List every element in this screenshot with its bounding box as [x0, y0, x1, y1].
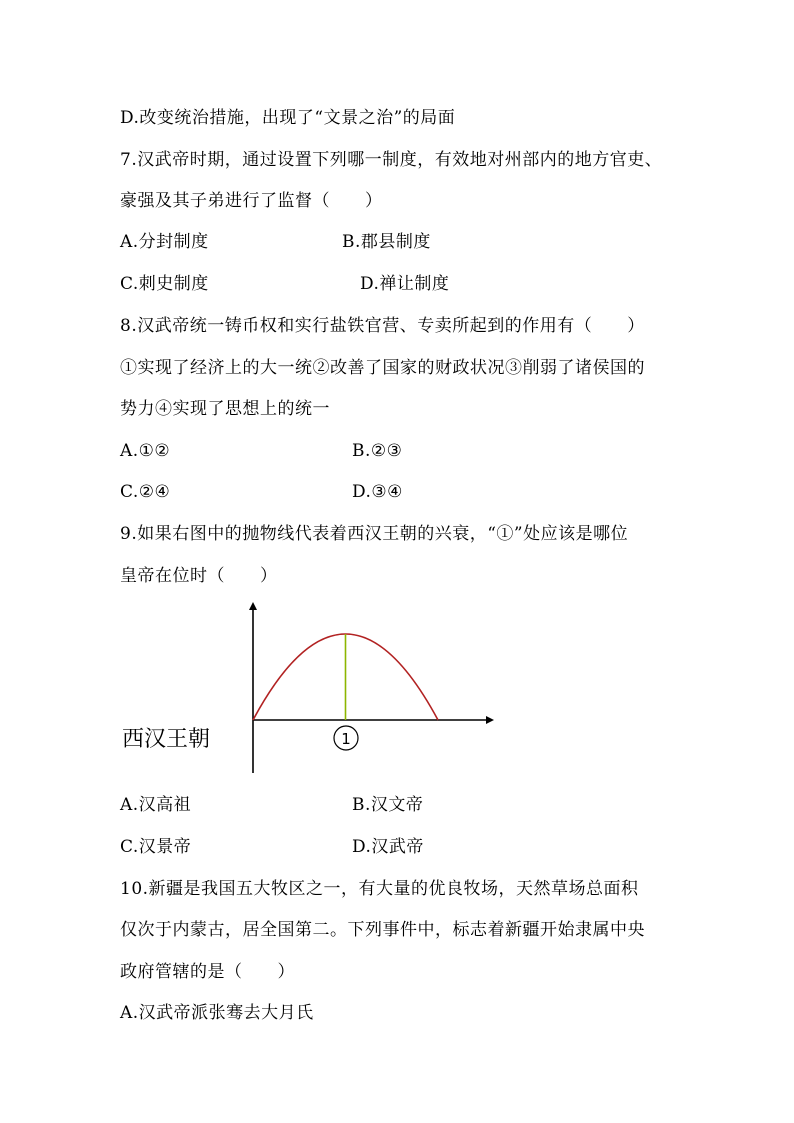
q7-option-a: A.分封制度 [120, 232, 209, 252]
axis-label: 西汉王朝 [122, 727, 211, 752]
q8-option-b: B.②③ [352, 441, 403, 461]
rise-fall-parabola-figure [120, 598, 500, 778]
q9-option-c: C.汉景帝 [120, 837, 192, 857]
q8-items-line2: 势力④实现了思想上的统一 [120, 399, 330, 419]
q7-option-c: C.刺史制度 [120, 274, 209, 294]
q8-option-a: A.①② [120, 441, 171, 461]
marker-label: 1 [341, 730, 351, 748]
q10-stem-line2: 仅次于内蒙古，居全国第二。下列事件中，标志着新疆开始隶属中央 [120, 920, 645, 940]
q7-option-b: B.郡县制度 [342, 232, 431, 252]
q9-option-b: B.汉文帝 [352, 795, 424, 815]
q8-option-d: D.③④ [352, 482, 403, 502]
q9-stem-line2: 皇帝在位时（ ） [120, 566, 278, 586]
q10-stem-line1: 10.新疆是我国五大牧区之一，有大量的优良牧场，天然草场总面积 [120, 879, 639, 899]
q7-option-d: D.禅让制度 [360, 274, 450, 294]
q7-stem-line2: 豪强及其子弟进行了监督（ ） [120, 191, 383, 211]
q10-option-a: A.汉武帝派张骞去大月氏 [120, 1003, 314, 1023]
q8-option-c: C.②④ [120, 482, 171, 502]
q7-stem-line1: 7.汉武帝时期，通过设置下列哪一制度，有效地对州部内的地方官吏、 [120, 150, 663, 170]
q9-option-d: D.汉武帝 [352, 837, 424, 857]
q8-stem: 8.汉武帝统一铸币权和实行盐铁官营、专卖所起到的作用有（ ） [120, 316, 645, 336]
q6-option-d: D.改变统治措施，出现了“文景之治”的局面 [120, 108, 456, 128]
q8-items-line1: ①实现了经济上的大一统②改善了国家的财政状况③削弱了诸侯国的 [120, 358, 645, 378]
q9-option-a: A.汉高祖 [120, 795, 192, 815]
q9-stem-line1: 9.如果右图中的抛物线代表着西汉王朝的兴衰，“①”处应该是哪位 [120, 524, 629, 544]
q10-stem-line3: 政府管辖的是（ ） [120, 962, 295, 982]
